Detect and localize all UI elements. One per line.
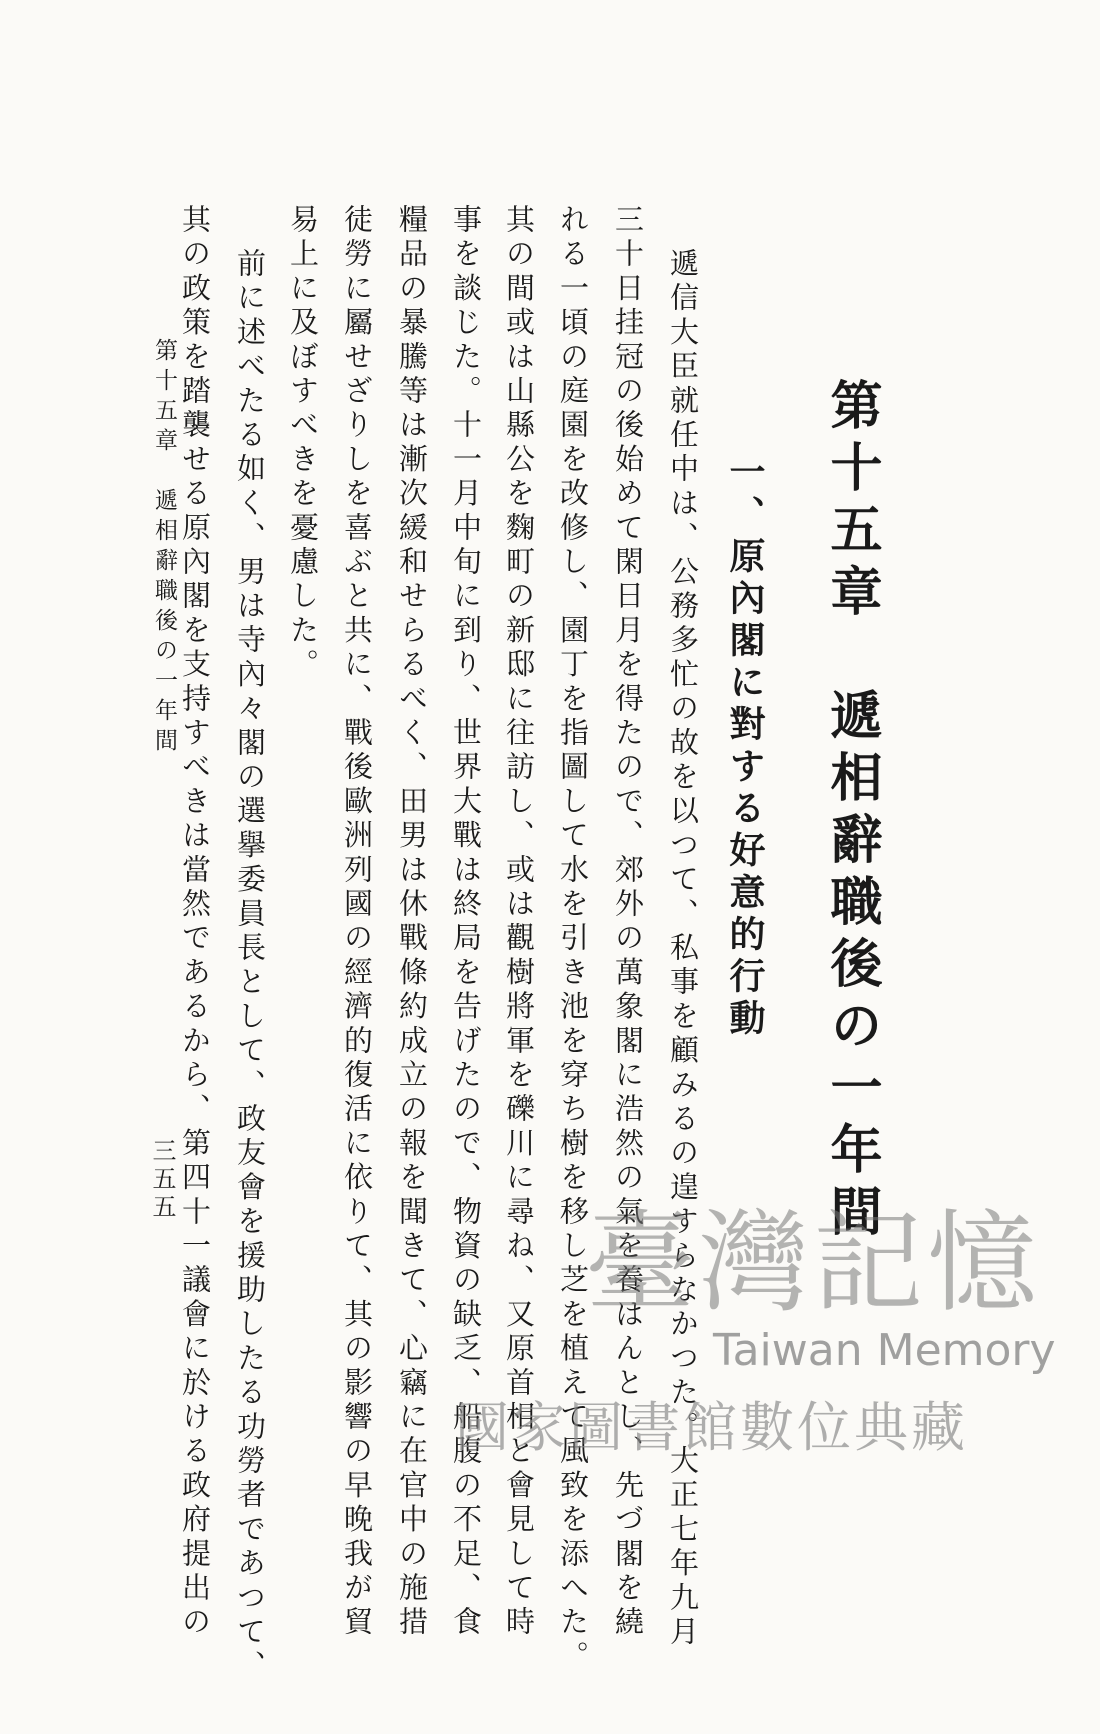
body-line: 糧品の暴騰等は漸次緩和せらるべく、田男は休戰條約成立の報を聞きて、心竊に在官中の施措	[395, 204, 429, 1641]
body-line: 三十日挂冠の後始めて閑日月を得たので、郊外の萬象閣に浩然の氣を養はんとし、先づ閣を繞	[611, 204, 645, 1641]
watermark	[455, 1175, 1055, 1595]
body-line: 徒勞に屬せざりしを喜ぶと共に、戰後歐洲列國の經濟的復活に依りて、其の影響の早晚我が貿	[340, 204, 374, 1641]
body-line: 前に述べたる如く、男は寺內々閣の選擧委員長として、政友會を援助したる功勞者であつて、	[233, 248, 267, 1685]
body-line: 遞信大臣就任中は、公務多忙の故を以つて、私事を顧みるの遑すらなかつた。大正七年九月	[666, 248, 700, 1651]
body-line: 易上に及ぼすべきを憂慮した。	[286, 204, 320, 683]
chapter-title: 第十五章 遞相辭職後の一年間	[821, 378, 882, 1246]
watermark-english: Taiwan Memory	[713, 1325, 1056, 1376]
watermark-logo: 臺灣記憶	[585, 1199, 1041, 1327]
body-line: 其の間或は山縣公を麴町の新邸に往訪し、或は觀樹將軍を礫川に尋ね、又原首相と會見して時	[502, 204, 536, 1641]
body-line: 事を談じた。十一月中旬に到り、世界大戰は終局を告げたので、物資の缺乏、船腹の不足、食	[449, 204, 483, 1641]
body-line: れる一頃の庭園を改修し、園丁を指圖して水を引き池を穿ち樹を移し芝を植えて風致を添へた。	[556, 204, 590, 1675]
watermark-chinese: 國家圖書館數位典藏	[455, 1396, 968, 1459]
page-number: 三五五	[148, 1138, 176, 1222]
body-line: 其の政策を踏襲せる原內閣を支持すべきは當然であるから、第四十一議會に於ける政府提出の	[178, 204, 212, 1641]
section-title: 一、原內閣に對する好意的行動	[724, 453, 766, 1041]
running-head: 第十五章 遞相辭職後の一年間	[151, 338, 177, 758]
